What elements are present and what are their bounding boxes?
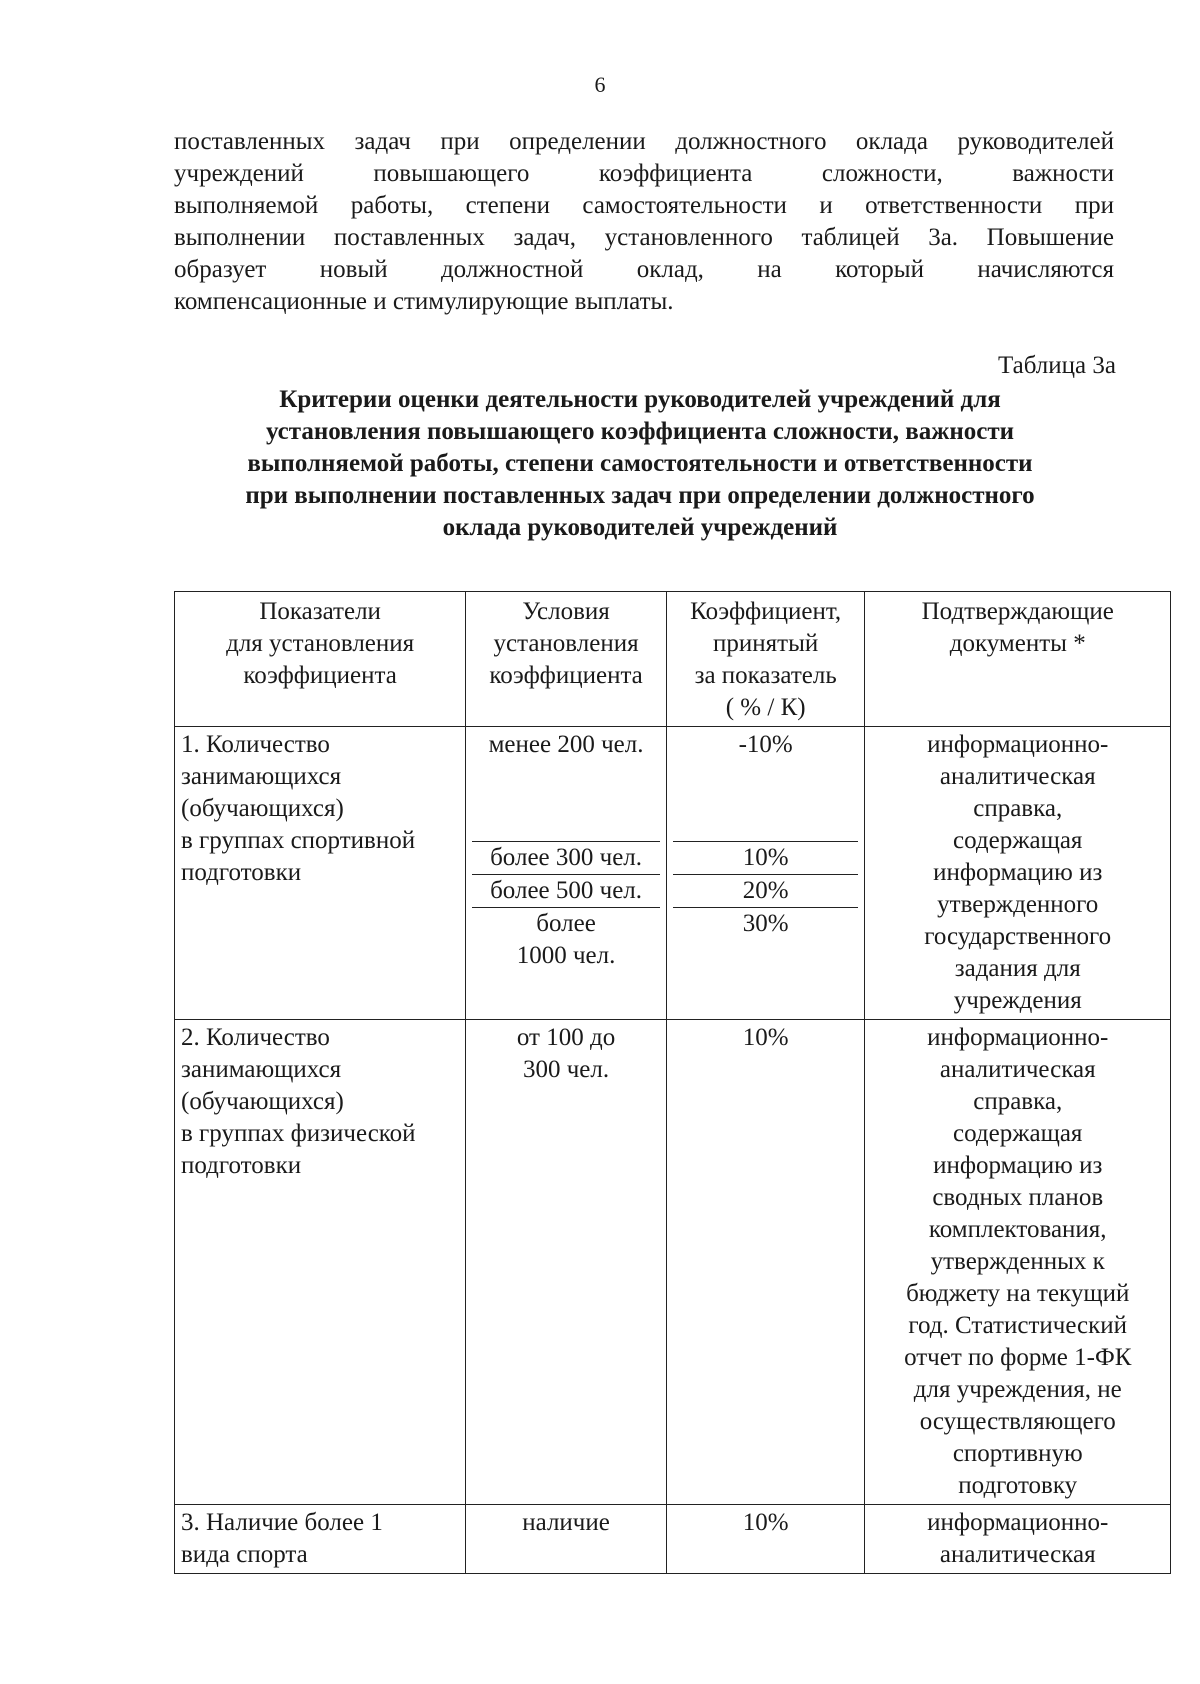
coefficient-item: 30% [673, 907, 859, 1016]
condition-item: менее 200 чел. [488, 731, 644, 758]
intro-line: выполняемой работы, степени самостоятельности и ответственности при [174, 192, 1114, 219]
page-number: 6 [594, 72, 606, 97]
coefficient-item: 20% [673, 874, 859, 907]
table-title-line: при выполнении поставленных задач при определении должностного [245, 482, 1035, 509]
table-row [175, 727, 1171, 1020]
documents-cell: информационно- аналитическая справка, содержащая информацию из сводных планов комплектования, утвержденных к бюджету на текущий год. Статистический отчет по форме 1-ФК для учреждения, не осуществляющего спортивную подготовку [865, 1020, 1171, 1505]
intro-line: образует новый должностной оклад, на который начисляются [174, 256, 1114, 283]
table-row [175, 1020, 1171, 1505]
indicator-cell: 1. Количество занимающихся (обучающихся) в группах спортивной подготовки [175, 727, 466, 1020]
indicator-cell: 2. Количество занимающихся (обучающихся) в группах физической подготовки [175, 1020, 466, 1505]
table-caption: Таблица 3а [997, 352, 1116, 379]
intro-line: компенсационные и стимулирующие выплаты. [174, 288, 674, 315]
criteria-table [174, 591, 1171, 1574]
condition-item: более 1000 чел. [472, 907, 660, 1016]
header-coefficient: Коэффициент, принятый за показатель ( % / К) [666, 592, 865, 727]
indicator-cell: 3. Наличие более 1 вида спорта [175, 1505, 466, 1574]
table-title-line: выполняемой работы, степени самостоятельности и ответственности [247, 450, 1033, 477]
header-indicators: Показатели для установления коэффициента [175, 592, 466, 727]
intro-line: учреждений повышающего коэффициента сложности, важности [174, 160, 1114, 187]
table-row [175, 1505, 1171, 1574]
intro-line: выполнении поставленных задач, установленного таблицей 3а. Повышение [174, 224, 1114, 251]
condition-cell: наличие [466, 1505, 667, 1574]
documents-cell: информационно- аналитическая [865, 1505, 1171, 1574]
coefficient-cell: 10% [666, 1505, 865, 1574]
intro-paragraph [174, 126, 1114, 318]
condition-item: более 300 чел. [472, 841, 660, 874]
coefficient-cell: 10% [666, 1020, 865, 1505]
header-conditions: Условия установления коэффициента [466, 592, 667, 727]
documents-cell: информационно- аналитическая справка, содержащая информацию из утвержденного государственного задания для учреждения [865, 727, 1171, 1020]
conditions-cell [466, 727, 667, 1020]
coefficients-cell [666, 727, 865, 1020]
header-documents: Подтверждающие документы * [865, 592, 1171, 727]
table-title-line: установления повышающего коэффициента сложности, важности [265, 418, 1015, 445]
table-title-line: оклада руководителей учреждений [442, 514, 838, 541]
condition-item: более 500 чел. [472, 874, 660, 907]
intro-line: поставленных задач при определении должностного оклада руководителей [174, 128, 1114, 155]
table-title-line: Критерии оценки деятельности руководителей учреждений для [279, 386, 1001, 413]
table-title [160, 384, 1120, 544]
condition-cell: от 100 до 300 чел. [466, 1020, 667, 1505]
coefficient-item: 10% [673, 841, 859, 874]
table-header-row [175, 592, 1171, 727]
coefficient-item: -10% [738, 731, 793, 758]
